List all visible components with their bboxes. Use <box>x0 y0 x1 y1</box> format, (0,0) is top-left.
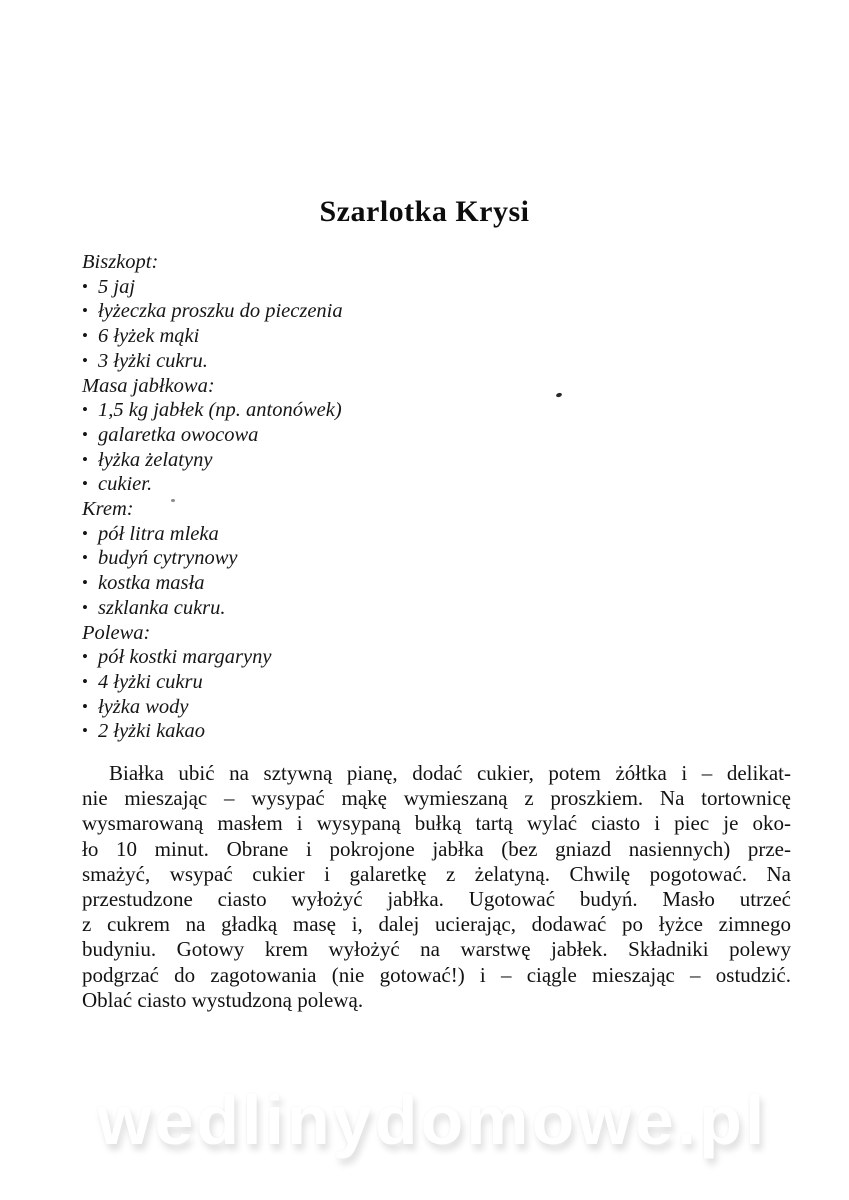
ingredient-item <box>82 719 542 744</box>
instructions-line: ło 10 minut. Obrane i pokrojone jabłka (bez gniazd nasiennych) prze- <box>82 836 791 861</box>
instructions-line: smażyć, wsypać cukier i galaretkę z żelatyną. Chwilę pogotować. Na <box>82 861 791 886</box>
ingredient-text: łyżeczka proszku do pieczenia <box>98 300 343 323</box>
bullet-icon: • <box>82 573 88 593</box>
bullet-icon: • <box>82 548 88 568</box>
bullet-icon: • <box>82 449 88 469</box>
instructions-line: Oblać ciasto wystudzoną polewą. <box>82 987 364 1012</box>
ingredient-section-heading: Masa jabłkowa: <box>82 374 215 397</box>
instructions-line: budyniu. Gotowy krem wyłożyć na warstwę jabłek. Składniki polewy <box>82 937 791 962</box>
ingredient-text: 4 łyżki cukru <box>98 670 203 693</box>
page-title: Szarlotka Krysi <box>319 195 530 228</box>
ingredient-item <box>82 571 542 596</box>
bullet-icon: • <box>82 647 88 667</box>
ingredient-text: cukier. <box>98 473 153 496</box>
bullet-icon: • <box>82 671 88 691</box>
instructions-line: podgrzać do zagotowania (nie gotować!) i – ciągle mieszając – ostudzić. <box>82 962 791 987</box>
ingredient-text: kostka masła <box>98 572 205 595</box>
instructions-paragraph <box>82 761 791 1013</box>
bullet-icon: • <box>82 474 88 494</box>
ingredient-text: szklanka cukru. <box>98 596 226 619</box>
instructions-line: z cukrem na gładką masę i, dalej ucierając, dodawać po łyżce zimnego <box>82 912 791 937</box>
ingredient-text: 1,5 kg jabłek (np. antonówek) <box>98 399 342 422</box>
ingredient-item <box>82 695 542 720</box>
instructions-line: przestudzone ciasto wyłożyć jabłka. Ugotować budyń. Masło utrzeć <box>82 887 791 912</box>
ingredient-item <box>82 670 542 695</box>
bullet-icon: • <box>82 276 88 296</box>
bullet-icon: • <box>82 721 88 741</box>
bullet-icon: • <box>82 597 88 617</box>
ingredient-item <box>82 299 542 324</box>
bullet-icon: • <box>82 326 88 346</box>
scan-speck <box>555 392 562 398</box>
ingredient-section-heading: Krem: <box>82 498 134 521</box>
instructions-line: nie mieszając – wysypać mąkę wymieszaną z proszkiem. Na tortownicę <box>82 786 791 811</box>
ingredient-item <box>82 275 542 300</box>
ingredient-text: 2 łyżki kakao <box>98 720 206 743</box>
ingredient-section-heading: Polewa: <box>82 621 151 644</box>
ingredient-section-heading: Biszkopt: <box>82 251 159 273</box>
ingredient-text: pół litra mleka <box>98 522 219 545</box>
bullet-icon: • <box>82 696 88 716</box>
ingredient-item <box>82 448 542 473</box>
watermark: wedlinydomowe.pl <box>97 1081 768 1159</box>
ingredient-item <box>82 472 542 497</box>
instructions-line: wysmarowaną masłem i wysypaną bułką tartą wylać ciasto i piec je oko- <box>82 811 791 836</box>
ingredient-text: 6 łyżek mąki <box>98 325 200 348</box>
bullet-icon: • <box>82 350 88 370</box>
bullet-icon: • <box>82 301 88 321</box>
scan-speck <box>171 499 175 502</box>
ingredient-item <box>82 349 542 374</box>
ingredient-item <box>82 522 542 547</box>
ingredient-item <box>82 398 542 423</box>
ingredient-item <box>82 546 542 571</box>
ingredient-item <box>82 596 542 621</box>
ingredient-item <box>82 324 542 349</box>
ingredient-text: 5 jaj <box>98 275 136 298</box>
ingredient-text: galaretka owocowa <box>98 423 259 446</box>
ingredient-item <box>82 423 542 448</box>
ingredient-text: 3 łyżki cukru. <box>98 349 208 372</box>
ingredient-item <box>82 645 542 670</box>
ingredient-text: łyżka żelatyny <box>98 448 213 471</box>
instructions-line: Białka ubić na sztywną pianę, dodać cukier, potem żółtka i – delikat- <box>109 761 791 785</box>
bullet-icon: • <box>82 523 88 543</box>
ingredient-text: łyżka wody <box>98 695 189 718</box>
ingredient-text: budyń cytrynowy <box>98 547 238 570</box>
bullet-icon: • <box>82 400 88 420</box>
bullet-icon: • <box>82 424 88 444</box>
ingredients-list <box>82 250 542 744</box>
ingredient-text: pół kostki margaryny <box>98 646 272 669</box>
